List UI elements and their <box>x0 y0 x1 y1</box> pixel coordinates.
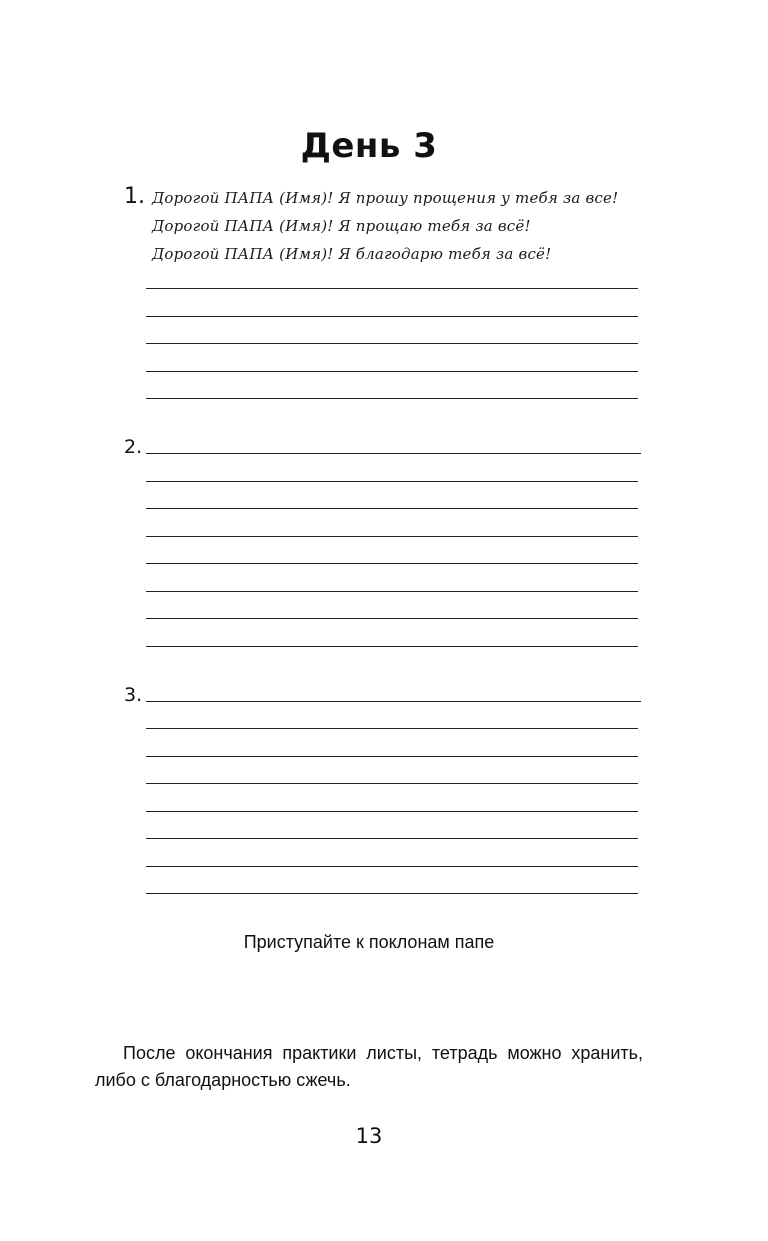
writing-line[interactable] <box>146 646 638 647</box>
writing-line[interactable] <box>146 591 638 592</box>
writing-line[interactable] <box>146 783 638 784</box>
writing-line[interactable] <box>146 288 638 289</box>
page-title: День 3 <box>300 126 438 166</box>
writing-line[interactable] <box>146 811 638 812</box>
closing-note: После окончания практики листы, тетрадь можно хранить, либо с благодарностью сжечь. <box>95 1043 643 1090</box>
affirmation-line-1: Дорогой ПАПА (Имя)! Я прошу прощения у тебя за все! <box>152 189 619 207</box>
writing-line[interactable] <box>146 838 638 839</box>
writing-line[interactable] <box>146 618 638 619</box>
writing-line[interactable] <box>146 563 638 564</box>
affirmation-line-3: Дорогой ПАПА (Имя)! Я благодарю тебя за всё! <box>152 245 552 263</box>
writing-line[interactable] <box>146 866 638 867</box>
writing-line[interactable] <box>146 371 638 372</box>
writing-line[interactable] <box>146 536 638 537</box>
writing-line[interactable] <box>146 316 638 317</box>
writing-line[interactable] <box>146 453 641 454</box>
writing-line[interactable] <box>146 756 638 757</box>
writing-line[interactable] <box>146 508 638 509</box>
instruction-text: Приступайте к поклонам папе <box>243 932 495 952</box>
exercise-number-2: 2. <box>124 436 143 458</box>
writing-line[interactable] <box>146 343 638 344</box>
exercise-number-3: 3. <box>124 684 143 706</box>
exercise-number-1: 1. <box>124 184 145 209</box>
writing-line[interactable] <box>146 728 638 729</box>
page-number: 13 <box>355 1124 383 1148</box>
writing-line[interactable] <box>146 398 638 399</box>
affirmation-line-2: Дорогой ПАПА (Имя)! Я прощаю тебя за всё! <box>152 217 531 235</box>
writing-line[interactable] <box>146 701 641 702</box>
writing-line[interactable] <box>146 481 638 482</box>
writing-line[interactable] <box>146 893 638 894</box>
